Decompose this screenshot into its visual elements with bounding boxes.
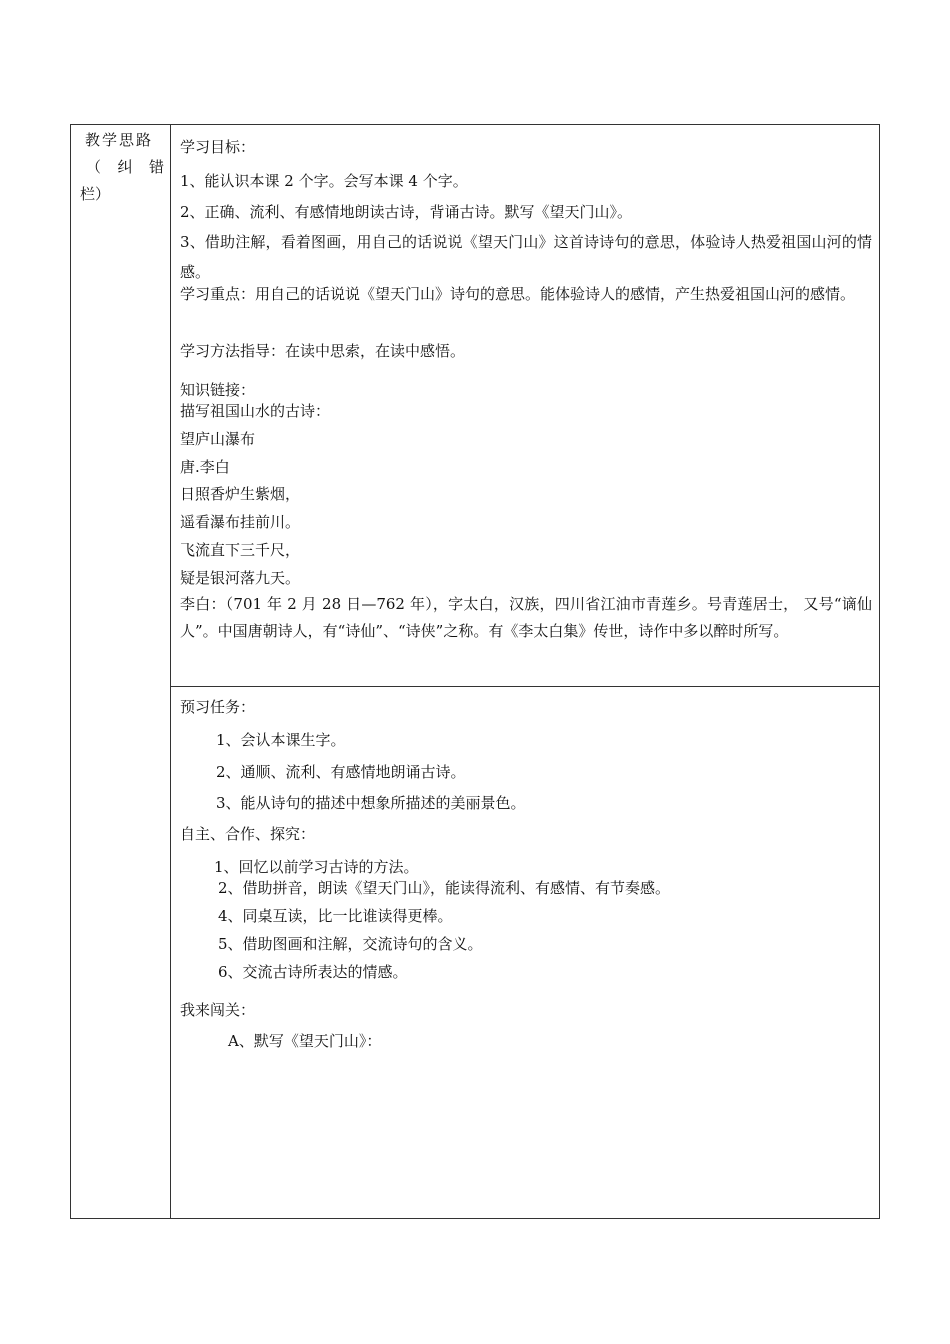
goals-title: 学习目标： (180, 138, 256, 156)
label-cuo: 错 (148, 158, 164, 176)
knowledge-link-title: 知识链接： (180, 381, 256, 399)
challenge-title: 我来闯关： (180, 1001, 256, 1019)
label-line2 (80, 154, 164, 181)
poem-title: 望庐山瀑布 (180, 430, 256, 448)
explore-item-6: 6、交流古诗所表达的情感。 (218, 963, 408, 981)
poem-line: 遥看瀑布挂前川。 (180, 513, 301, 531)
explore-item-1: 1、回忆以前学习古诗的方法。 (214, 858, 419, 876)
poem-line: 飞流直下三千尺， (180, 541, 301, 559)
preview-title: 预习任务： (180, 698, 256, 716)
explore-title: 自主、合作、探究： (180, 825, 316, 843)
label-line1: 教学思路 (85, 131, 154, 149)
poem-line: 日照香炉生紫烟， (180, 485, 301, 503)
label-jiu: 纠 (117, 158, 133, 176)
li-bai-bio: 李白：（701 年 2 月 28 日—762 年），字太白，汉族，四川省江油市青莲乡。号青莲居士， 又号“谪仙人”。中国唐朝诗人，有“诗仙”、“诗侠”之称。有《李太白集》传世，诗作中多以醉时所写。 (180, 595, 872, 640)
goal-1: 1、能认识本课 2 个字。会写本课 4 个字。 (180, 172, 468, 190)
column-divider (170, 124, 171, 1219)
left-column-label (80, 127, 164, 208)
preview-task-2: 2、通顺、流利、有感情地朗诵古诗。 (216, 763, 466, 781)
knowledge-link-subtitle: 描写祖国山水的古诗： (180, 402, 331, 420)
study-method: 学习方法指导：在读中思索，在读中感悟。 (180, 342, 466, 360)
preview-task-3: 3、能从诗句的描述中想象所描述的美丽景色。 (216, 794, 526, 812)
goal-2: 2、正确、流利、有感情地朗读古诗，背诵古诗。默写《望天门山》。 (180, 203, 633, 221)
explore-item-4: 4、同桌互读，比一比谁读得更棒。 (218, 907, 453, 925)
challenge-a: A、默写《望天门山》： (228, 1032, 382, 1050)
explore-item-5: 5、借助图画和注解，交流诗句的含义。 (218, 935, 483, 953)
goal-3: 3、借助注解，看着图画，用自己的话说说《望天门山》这首诗诗句的意思，体验诗人热爱祖国山河的情感。 (180, 233, 872, 281)
poem-author: 唐.李白 (180, 458, 230, 476)
study-focus: 学习重点：用自己的话说说《望天门山》诗句的意思。能体验诗人的感情，产生热爱祖国山河的感情。 (180, 285, 856, 303)
preview-task-1: 1、会认本课生字。 (216, 731, 346, 749)
label-paren-open: （ (86, 158, 102, 176)
label-line3: 栏） (80, 185, 111, 203)
explore-item-2: 2、借助拼音，朗读《望天门山》，能读得流利、有感情、有节奏感。 (218, 879, 671, 897)
poem-line: 疑是银河落九天。 (180, 569, 301, 587)
row-divider (170, 686, 880, 687)
